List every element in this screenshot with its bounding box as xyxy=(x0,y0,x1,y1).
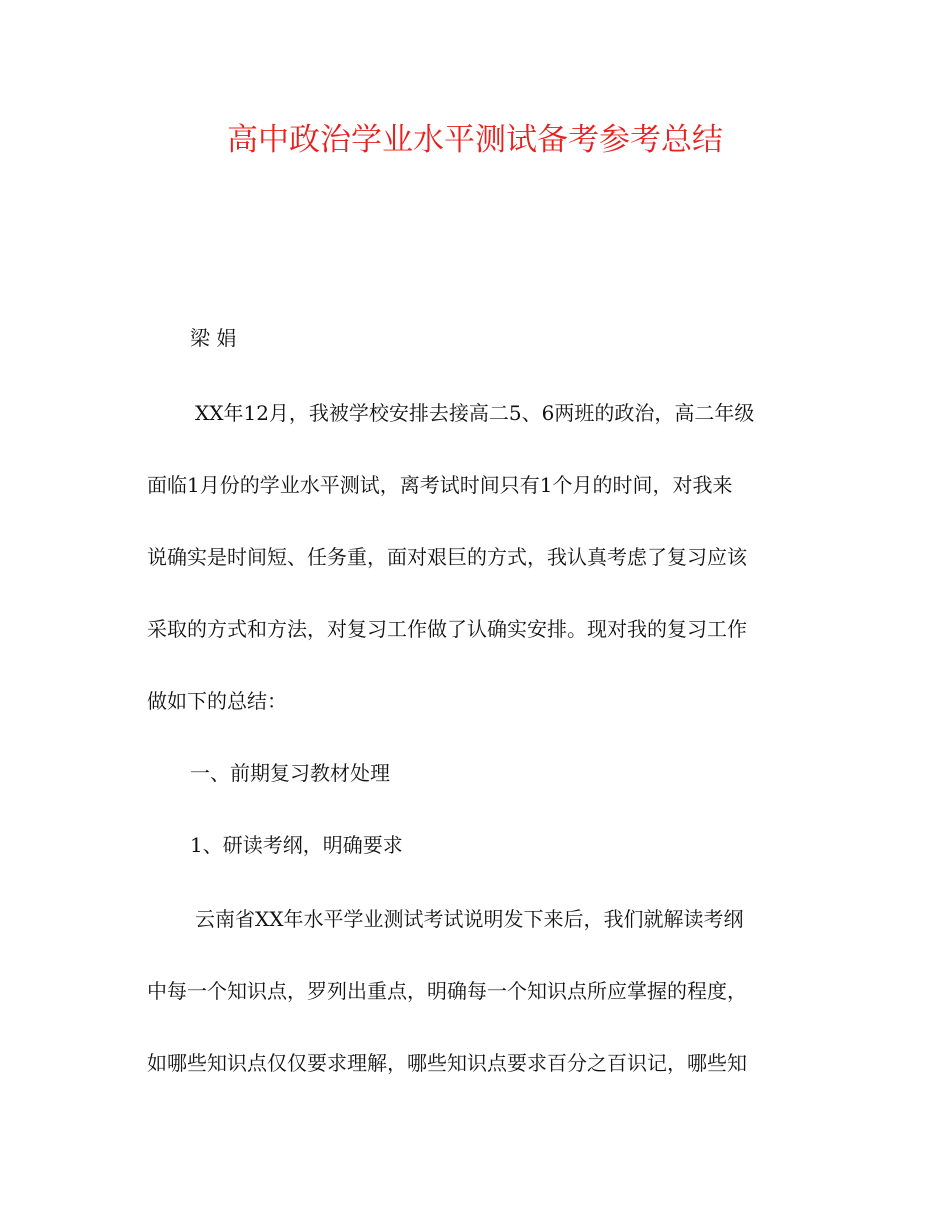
paragraph-line: 云南省XX年水平学业测试考试说明发下来后，我们就解读考纲 xyxy=(195,907,744,931)
paragraph-line: 做如下的总结： xyxy=(147,689,287,713)
paragraph-line: 面临1月份的学业水平测试，离考试时间只有1个月的时间，对我来 xyxy=(147,473,733,497)
subsection-heading: 1、研读考纲，明确要求 xyxy=(190,833,403,857)
paragraph-line: 说确实是时间短、任务重，面对艰巨的方式，我认真考虑了复习应该 xyxy=(147,545,747,569)
author-name: 梁 娟 xyxy=(190,326,237,350)
paragraph-line: 中每一个知识点，罗列出重点，明确每一个知识点所应掌握的程度， xyxy=(147,979,747,1003)
document-title: 高中政治学业水平测试备考参考总结 xyxy=(227,122,723,158)
paragraph-line: XX年12月，我被学校安排去接高二5、6两班的政治，高二年级 xyxy=(195,401,755,425)
section-heading: 一、前期复习教材处理 xyxy=(190,761,390,785)
paragraph-line: 如哪些知识点仅仅要求理解，哪些知识点要求百分之百识记，哪些知 xyxy=(147,1051,747,1075)
paragraph-line: 采取的方式和方法，对复习工作做了认确实安排。现对我的复习工作 xyxy=(147,617,747,641)
